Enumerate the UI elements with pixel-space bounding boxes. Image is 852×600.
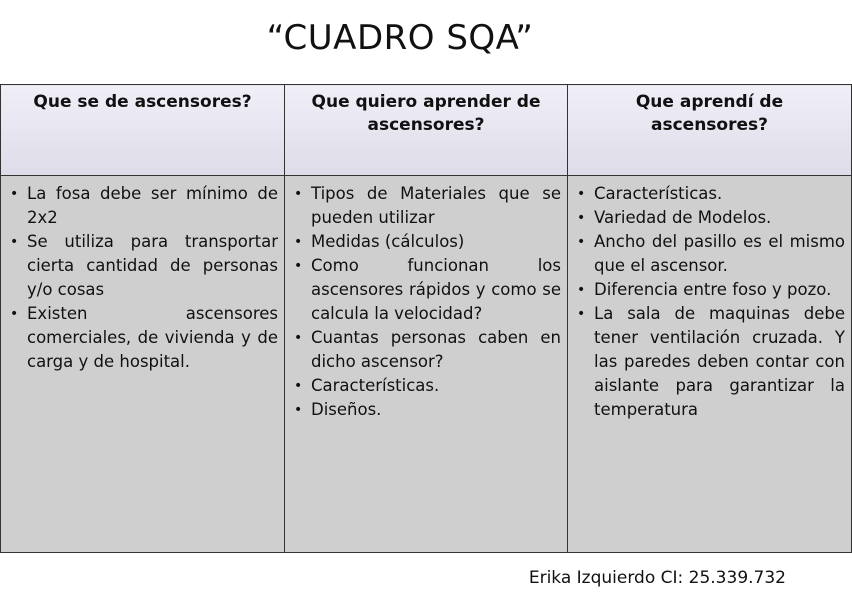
bullet-icon: • [577, 186, 586, 202]
list-item: • Existen ascensores comerciales, de vivienda y de carga y de hospital. [10, 304, 278, 371]
sqa-table [0, 84, 852, 553]
list-item: • Tipos de Materiales que se pueden utilizar [294, 184, 561, 227]
column-learned [568, 176, 852, 553]
list-item: • Cuantas personas caben en dicho ascensor? [294, 328, 561, 371]
list-item: • Características. [574, 182, 845, 206]
author-footer: Erika Izquierdo CI: 25.339.732 [528, 568, 786, 588]
list-item: • Ancho del pasillo es el mismo que el ascensor. [577, 232, 845, 275]
list-item: • La fosa debe ser mínimo de 2x2 [10, 184, 278, 227]
bullet-icon: • [577, 210, 586, 226]
content-row [1, 176, 852, 553]
list-item: • Se utiliza para transportar cierta cantidad de personas y/o cosas [10, 232, 278, 299]
bullet-icon: • [10, 306, 19, 322]
bullet-icon: • [294, 378, 303, 394]
list-item: • Como funcionan los ascensores rápidos y como se calcula la velocidad? [294, 256, 561, 323]
list-want [291, 182, 561, 422]
list-item: • Medidas (cálculos) [291, 230, 561, 254]
bullet-icon: • [577, 282, 586, 298]
list-item: • Diferencia entre foso y pozo. [574, 278, 845, 302]
bullet-icon: • [294, 258, 303, 274]
list-item: • La sala de maquinas debe tener ventilación cruzada. Y las paredes deben contar con aislante para garantizar la temperatura [577, 304, 845, 419]
page-title: “CUADRO SQA” [266, 18, 534, 58]
bullet-icon: • [294, 330, 303, 346]
bullet-icon: • [577, 306, 586, 322]
list-learned [574, 182, 845, 422]
header-learned: Que aprendí de ascensores? [568, 85, 852, 176]
list-item: • Diseños. [291, 398, 561, 422]
header-want: Que quiero aprender de ascensores? [285, 85, 568, 176]
list-item: • Variedad de Modelos. [574, 206, 845, 230]
bullet-icon: • [294, 402, 303, 418]
list-know [7, 182, 278, 374]
column-know [1, 176, 285, 553]
column-want [285, 176, 568, 553]
bullet-icon: • [294, 234, 303, 250]
list-item: • Características. [291, 374, 561, 398]
bullet-icon: • [10, 234, 19, 250]
header-row [1, 85, 852, 176]
bullet-icon: • [577, 234, 586, 250]
bullet-icon: • [10, 186, 19, 202]
header-know: Que se de ascensores? [1, 85, 285, 176]
bullet-icon: • [294, 186, 303, 202]
